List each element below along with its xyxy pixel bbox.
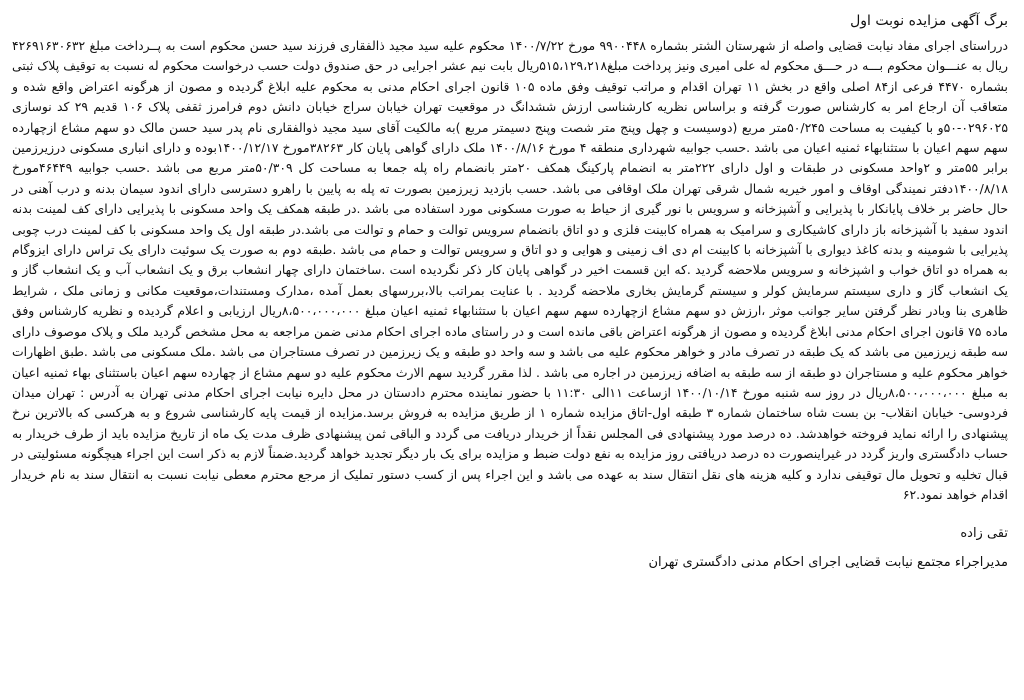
notice-body: درراستای اجرای مفاد نیابت قضایی واصله از شهرستان الشتر بشماره ۹۹۰۰۴۴۸ مورخ ۱۴۰۰/۷/۲۲ محکوم علیه سید مجید ذالفقاری فرزند سید حسن محکوم است به پــرداخت مبلغ ۴۲۶۹۱۶۳۰۶۳۲ ریال به عنـــوان محکوم بـــه در حـــق محکوم له علی امیری ونیز پرداخت مبلغ۵۱۵،۱۲۹،۲۱۸ریال بابت نیم عشر اجرایی در حق صندوق دولت حسب درخواست محکوم له نسبت به توقیف پلاک ثبتی بشماره ۴۴۷۰ فرعی از۸۴ اصلی واقع در بخش ۱۱ تهران اقدام و مراتب توقیف وفق ماده ۱۰۵ قانون اجرای احکام مدنی به محکوم علیه ابلاغ گردیده و مصون از هرگونه اعتراض واقع شده و متعاقب آن ارجاع امر به کارشناس صورت گرفته و براساس نظریه کارشناسی ارزش ششدانگ در موقعیت تهران خیابان سراج خیابان دانش دوم فرامرز ثقفی پلاک ۱۰۶ قدیم ۲۹ کد نوسازی ۰۲۹۶۰۲۵-۵۰و با کیفیت به مساحت ۵۰/۲۴۵متر مربع (دوسیست و چهل وپنج متر شصت وپنج دسیمتر مربع )به مالکیت آقای سید مجید ذوالفقاری نام پدر سید حسن مالک دو سهم مشاع ازچهارده سهم سهم اعیان با ستثنابهاء ثمنیه اعیان می باشد .حسب جوابیه شهرداری منطقه ۴ مورخ ۱۴۰۰/۸/۱۶ ملک دارای گواهی پایان کار ۳۸۲۶۳مورخ ۱۴۰۰/۱۲/۱۷بوده و دارای انباری مسکونی درزیرزمین برابر ۵۵متر و ۲واحد مسکونی در طبقات و اول دارای ۲۲۲متر به انضمام پارکینگ همکف ۲۰متر بانضمام راه پله جمعا به مساحت کل ۵۰/۳۰۹متر مربع می باشد .حسب جوابیه ۴۶۴۴۹مورخ ۱۴۰۰/۸/۱۸دفتر نمیندگی اوقاف و امور خیریه شمال شرقی تهران ملک اوقافی می باشد. حسب بازدید زیرزمین بصورت ته پله به پایین با راهرو دسترسی دارای اندود سیمان بدنه و درب آهنی در حال حاضر بر خلاف پایانکار با پذیرایی و آشپزخانه و سرویس با نور گیری از حیاط به صورت مسکونی مورد استفاده می باشد .در طبقه همکف یک واحد مسکونی با پذیرایی دارای کف لمینت بدنه اندود سفید با آشپزخانه باز دارای کاشیکاری و سرامیک به همراه کابینت فلزی و دو اتاق بانضمام سرویس توالت و حمام و توالت می باشد.در طبقه اول یک واحد مسکونی با کف لمینت درب چوبی پذیرایی با شومینه و بدنه کاغذ دیواری با آشپزخانه با کابینت ام دی اف زمینی و هوایی و دو اتاق و سرویس توالت و حمام می باشد .طبقه دوم به صورت یک سوئیت دارای یک تراس دارای ایزوگام به همراه دو اتاق خواب و اشپزخانه و سرویس ملاحضه گردید .که این قسمت اخیر در گواهی پایان کار ذکر نگردیده است .ساختمان دارای چهار انشعاب برق و یک انشعاب آب و یک انشعاب گاز و یک انشعاب گاز و داری سیستم سرمایش کولر و سیستم گرمایش بخاری ملاحضه گردید . با عنایت بمراتب بالا،بررسهای بعمل آمده ،مدارک ومستندات،موقعیت مکانی و زمانی ملک ، شرایط ظاهری بنا وبادر نظر گرفتن سایر جوانب موثر ،ارزش دو سهم مشاع ازچهارده سهم سهم اعیان با ستثنابهاء ثمنیه اعیان مبلغ ۸،۵۰۰،۰۰۰،۰۰۰ریال ارزیابی و اعلام گردیده و نظریه کارشناس وفق ماده ۷۵ قانون اجرای احکام مدنی ابلاغ گردیده و مصون از هرگونه اعتراض باقی مانده است و در راستای ماده اجرای احکام مدنی ضمن مراجعه به محل مشخص گردید ملک و پلاک موصوف دارای سه طبقه زیرزمین می باشد که یک طبقه در تصرف مادر و خواهر محکوم علیه می باشد و سه واحد دو طبقه و یک زیرزمین در تصرف مستاجران می باشد .ملک مسکونی می باشد .طبق اظهارات خواهر محکوم علیه و مستاجران دو طبقه از سه طبقه به اضافه زیرزمین در اجاره می باشد . لذا مقرر گردید سهم الارث محکوم علیه دو سهم مشاع از چهارده سهم اعیان باستثنای بهاء ثمنیه اعیان به مبلغ ۸،۵۰۰،۰۰۰،۰۰۰ریال در روز سه شنبه مورخ ۱۴۰۰/۱۰/۱۴ ازساعت ۱۱الی ۱۱:۳۰ با حضور نماینده محترم دادستان در محل دایره نیابت اجرای احکام مدنی تهران به آدرس : تهران میدان فردوسی- خیابان انقلاب- بن بست شاه ساختمان شماره ۳ طبقه اول-اتاق مزایده شماره ۱ از طریق مزایده به فروش برسد.مزایده از قیمت پایه کارشناسی شروع و به هرکسی که بالاترین نرخ پیشنهادی را ارائه نماید فروخته خواهدشد. ده درصد مورد پیشنهادی فی المجلس نقداً از خریدار دریافت می گردد و الباقی ثمن پیشنهادی ظرف مدت یک ماه از تاریخ مزایده باید از طرف خریدار به حساب دادگستری واریز گردد در غیراینصورت ده درصد دریافتی روز مزایده به نفع دولت ضبط و مزایده برای یک بار دیگر تجدید خواهد گردید.ضمناً لازم به ذکر است این اجراء هیچگونه مسئولیتی در قبال تخلیه و تحویل مال توقیفی ندارد و کلیه هزینه های نقل انتقال سند به عهده می باشد و این اجراء پس از کسب دستور تملیک از مرجع محترم معطی نیابت نسبت به انتقال سند به نام خریدار اقدام خواهد نمود.۶۲	[12, 38, 1009, 502]
signer-name: تقی زاده	[960, 526, 1008, 542]
spacer	[12, 505, 1008, 523]
notice-title: برگ آگهی مزایده نوبت اول	[850, 13, 1008, 29]
issuing-office: مدیراجراء مجتمع نیابت قضایی اجرای احکام مدنی دادگستری تهران	[648, 555, 1008, 571]
